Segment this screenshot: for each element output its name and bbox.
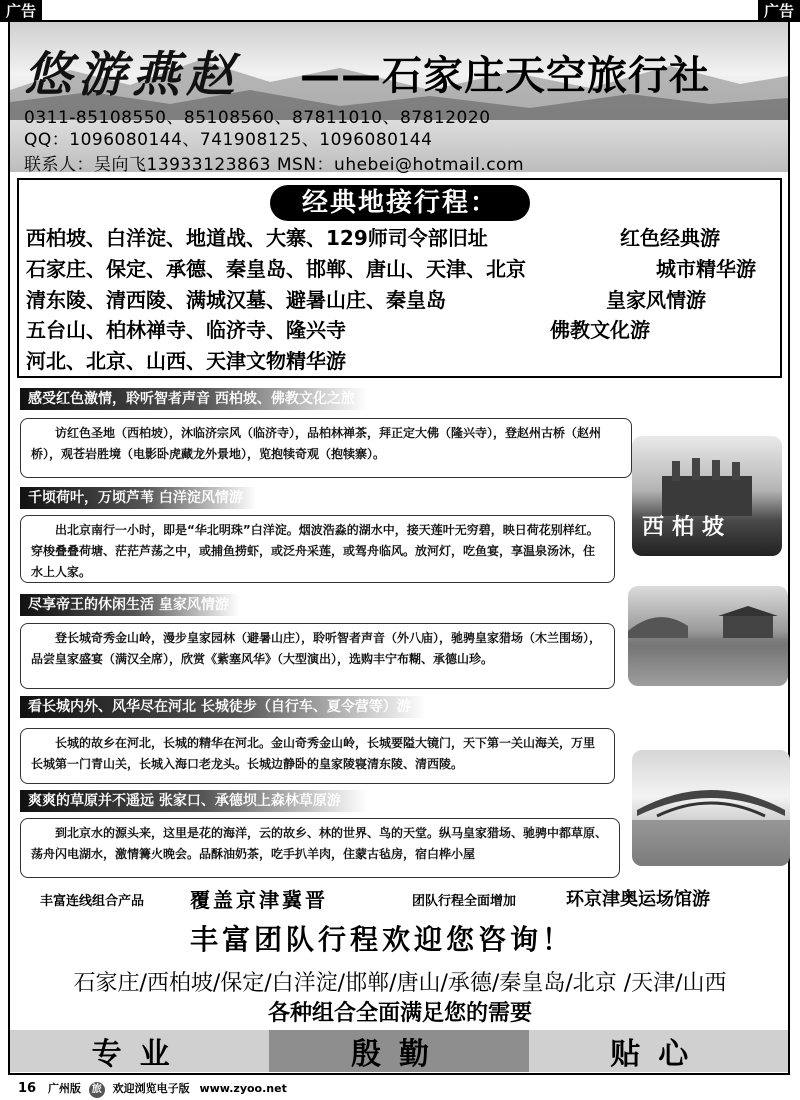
tour-description: 登长城奇秀金山岭，漫步皇家园林（避暑山庄），聆听智者声音（外八庙），驰骋皇家猎场（木兰围场），品尝皇家盛宴（满汉全席），欣赏《紫塞风华》（大型演出），选购丰宁布糊、承德山珍。 xyxy=(20,623,615,689)
classic-row: 清东陵、清西陵、满城汉墓、避暑山庄、秦皇岛 xyxy=(26,288,446,312)
footer-word: 专业 xyxy=(10,1030,269,1072)
footer-slogan-bar xyxy=(10,1030,788,1072)
page-footer xyxy=(18,1080,287,1098)
qq-numbers: QQ：1096080144、741908125、1096080144 xyxy=(24,130,433,150)
agency-name: ——石家庄天空旅行社 xyxy=(300,53,710,99)
tour-description: 长城的故乡在河北，长城的精华在河北。金山奇秀金山岭，长城要隘大镜门，天下第一关山海关，万里长城第一门青山关，长城入海口老龙头。长城边静卧的皇家陵寝清东陵、清西陵。 xyxy=(20,728,615,784)
page-number: 16 xyxy=(18,1081,37,1096)
contact-line: 联系人：吴向飞13933123863 MSN：uhebei@hotmail.com xyxy=(24,155,525,175)
photo-caption: 西柏坡 xyxy=(642,514,733,540)
combo-left-label: 丰富连线组合产品 xyxy=(40,894,145,909)
footer-word: 贴心 xyxy=(529,1030,788,1072)
tour-heading: 尽享帝王的休闲生活 皇家风情游 xyxy=(20,594,278,616)
tour-description: 访红色圣地（西柏坡），沐临济宗风（临济寺），品柏林禅茶，拜正定大佛（隆兴寺），登赵州古桥（赵州桥），观苍岩胜境（电影卧虎藏龙外景地），览抱犊奇观（抱犊寨）。 xyxy=(20,418,632,478)
combo-left-value: 覆盖京津冀晋 xyxy=(190,888,328,912)
classic-row-tag: 皇家风情游 xyxy=(606,288,706,312)
classic-itinerary-title: 经典地接行程： xyxy=(270,185,530,221)
summer-resort-pavilion-photo xyxy=(628,586,788,686)
classic-row: 五台山、柏林禅寺、临济寺、隆兴寺 xyxy=(26,318,346,342)
classic-row-tag: 红色经典游 xyxy=(620,226,720,250)
tour-heading: 千顷荷叶，万顷芦苇 白洋淀风情游 xyxy=(20,487,298,509)
classic-row: 石家庄、保定、承德、秦皇岛、邯郸、唐山、天津、北京 xyxy=(26,257,526,281)
combo-right-value: 环京津奥运场馆游 xyxy=(566,889,710,910)
tour-description: 到北京水的源头来，这里是花的海洋，云的故乡、林的世界、鸟的天堂。纵马皇家猎场、驰骋中都草原、荡舟闪电湖水，激情篝火晚会。品酥油奶茶，吃手扒羊肉，住蒙古毡房，宿白桦小屋 xyxy=(20,818,620,878)
needs-slogan: 各种组合全面满足您的需要 xyxy=(267,1000,532,1026)
ad-tag-right: 广告 xyxy=(758,0,800,22)
combo-right-label: 团队行程全面增加 xyxy=(412,894,517,909)
classic-row-tag: 佛教文化游 xyxy=(550,318,650,342)
ad-tag-left: 广告 xyxy=(0,0,42,22)
consult-banner: 丰富团队行程欢迎您咨询！ xyxy=(190,923,575,956)
city-list: 石家庄/西柏坡/保定/白洋淀/邯郸/唐山/承德/秦皇岛/北京 /天津/山西 xyxy=(73,971,727,996)
xibaipo-statues-photo xyxy=(632,436,782,556)
tour-heading: 看长城内外、风华尽在河北 长城徒步（自行车、夏令营等）游 xyxy=(20,696,498,718)
calligraphy-title: 悠游燕赵 xyxy=(24,47,241,103)
tour-description: 出北京南行一小时，即是“华北明珠”白洋淀。烟波浩淼的湖水中，接天莲叶无穷碧，映日荷花别样红。穿梭叠叠荷塘、茫茫芦荡之中，或捕鱼捞虾，或泛舟采莲，或驾舟临风。放河灯，吃鱼宴，享温泉汤沐，住水上人家。 xyxy=(20,515,615,583)
tour-heading: 感受红色激情，聆听智者声音 西柏坡、佛教文化之旅 xyxy=(20,388,428,410)
zhaozhou-bridge-photo xyxy=(632,750,790,866)
classic-row-tag: 城市精华游 xyxy=(656,257,756,281)
logo-icon: 旅 xyxy=(89,1082,105,1098)
welcome-text: 欢迎浏览电子版 xyxy=(112,1082,190,1095)
footer-word: 殷勤 xyxy=(269,1030,528,1072)
classic-row: 西柏坡、白洋淀、地道战、大寨、129师司令部旧址 xyxy=(26,226,488,250)
classic-row: 河北、北京、山西、天津文物精华游 xyxy=(26,349,346,373)
edition-label: 广州版 xyxy=(47,1082,81,1095)
tour-heading: 爽爽的草原并不遥远 张家口、承德坝上森林草原游 xyxy=(20,790,428,812)
phone-numbers: 0311-85108550、85108560、87811010、87812020 xyxy=(24,108,491,128)
website-url[interactable]: www.zyoo.net xyxy=(199,1082,287,1095)
